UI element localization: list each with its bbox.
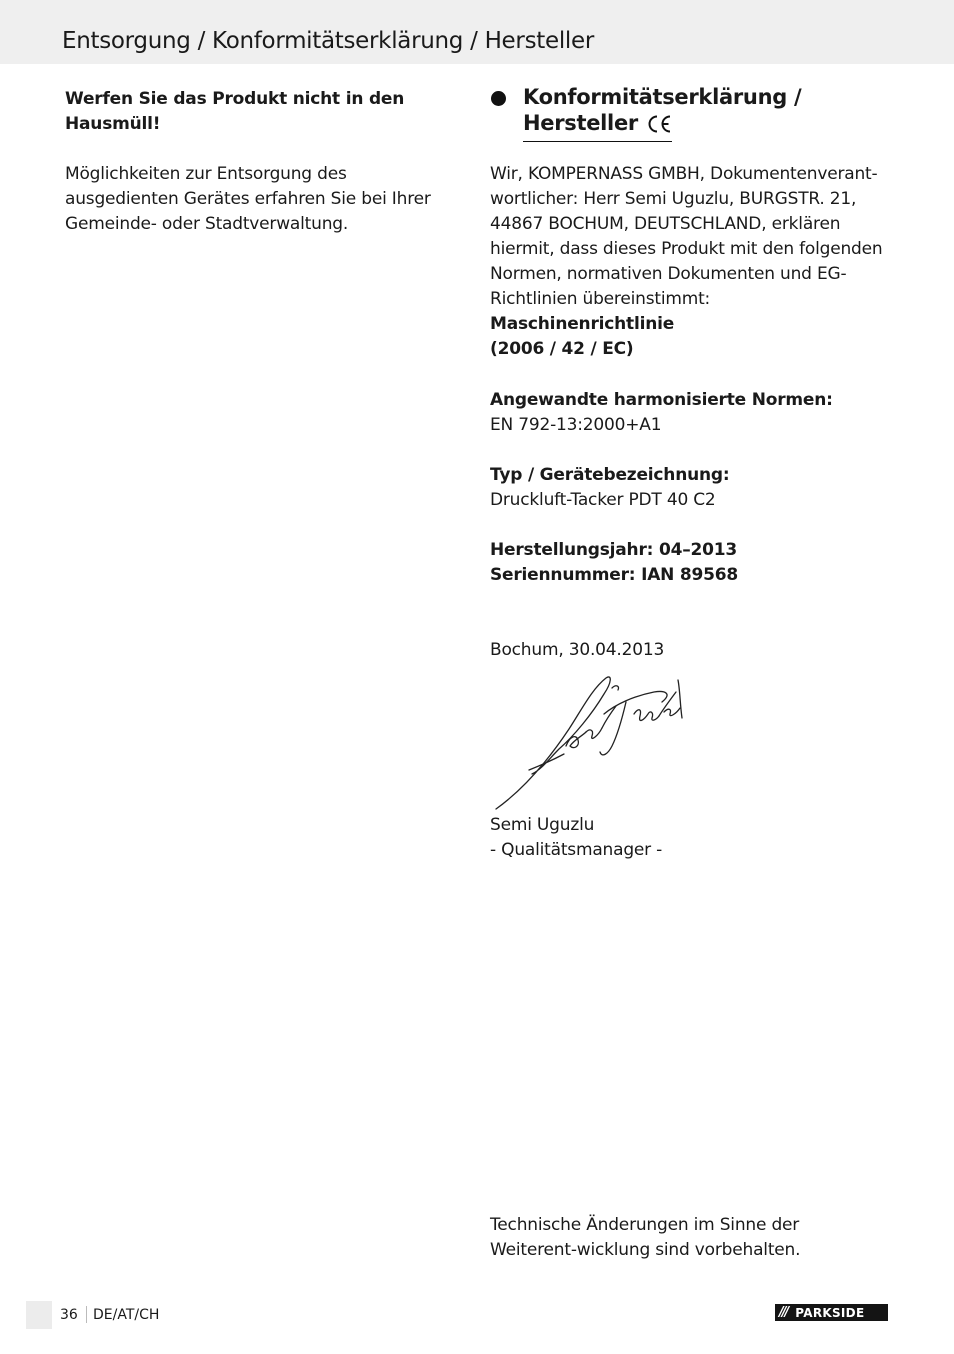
page-title: Entsorgung / Konformitätserklärung / Hersteller xyxy=(62,28,595,54)
logo-slashes: /// xyxy=(779,1305,788,1320)
page-number: 36 xyxy=(60,1307,78,1323)
signature-image xyxy=(494,674,694,818)
ce-mark-icon xyxy=(646,114,672,140)
signatory-role: - Qualitätsmanager - xyxy=(490,840,663,860)
brand-name: PARKSIDE xyxy=(795,1305,865,1320)
conformity-intro: Wir, KOMPERNASS GMBH, Dokumentenverant-wortlicher: Herr Semi Uguzlu, BURGSTR. 21, 44867 BOCHUM, DEUTSCHLAND, erklären hiermit, dass dieses Produkt mit den folgenden Normen, normativen Dokumenten und EG-Richtlinien übereinstimmt: xyxy=(490,164,883,309)
disposal-warning: Werfen Sie das Produkt nicht in den Hausmüll! xyxy=(65,89,405,134)
conformity-heading xyxy=(523,84,883,142)
heading-line-1: Konformitätserklärung / xyxy=(523,85,802,109)
place-date: Bochum, 30.04.2013 xyxy=(490,640,665,660)
standards-value: EN 792-13:2000+A1 xyxy=(490,415,662,435)
technical-note: Technische Änderungen im Sinne der Weiterent-wicklung sind vorbehalten. xyxy=(490,1215,801,1260)
parkside-logo xyxy=(775,1304,888,1321)
language-code: DE/AT/CH xyxy=(93,1307,160,1323)
footer-divider xyxy=(86,1306,87,1323)
standards-label: Angewandte harmonisierte Normen: xyxy=(490,390,833,410)
signatory-name: Semi Uguzlu xyxy=(490,815,595,835)
directive-line-1: Maschinenrichtlinie xyxy=(490,314,675,334)
page-header xyxy=(0,0,954,64)
page-number-box xyxy=(26,1301,52,1329)
serial-number: Seriennummer: IAN 89568 xyxy=(490,565,739,585)
disposal-info: Möglichkeiten zur Entsorgung des ausgedienten Gerätes erfahren Sie bei Ihrer Gemeinde- oder Stadtverwaltung. xyxy=(65,164,431,234)
manufacture-year: Herstellungsjahr: 04–2013 xyxy=(490,540,738,560)
heading-line-2: Hersteller xyxy=(523,110,672,142)
bullet-icon xyxy=(491,91,506,106)
type-label: Typ / Gerätebezeichnung: xyxy=(490,465,730,485)
directive-line-2: (2006 / 42 / EC) xyxy=(490,339,634,359)
type-value: Druckluft-Tacker PDT 40 C2 xyxy=(490,490,716,510)
